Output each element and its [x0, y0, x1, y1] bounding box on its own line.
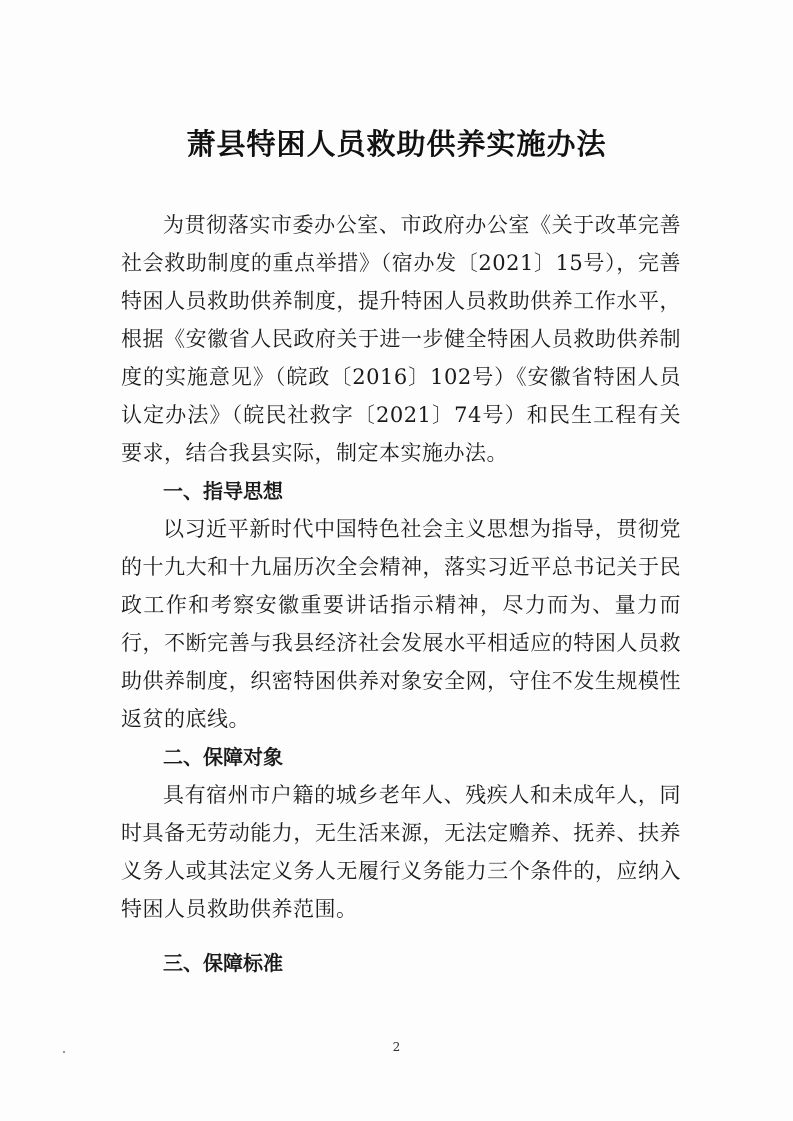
document-body: [121, 206, 681, 982]
scan-speck: [63, 1051, 65, 1053]
spacer: [121, 928, 681, 944]
section-heading-standards: 三、保障标准: [163, 951, 283, 975]
intro-paragraph: 为贯彻落实市委办公室、市政府办公室《关于改革完善社会救助制度的重点举措》（宿办发〔2021〕15号），完善特困人员救助供养制度，提升特困人员救助供养工作水平，根据《安徽省人民政府关于进一步健全特困人员救助供养制度的实施意见》（皖政〔2016〕102号）《安徽省特困人员认定办法》（皖民社救字〔2021〕74号）和民生工程有关要求，结合我县实际，制定本实施办法。: [121, 213, 681, 465]
guiding-ideology-paragraph: 以习近平新时代中国特色社会主义思想为指导，贯彻党的十九大和十九届历次全会精神，落实习近平总书记关于民政工作和考察安徽重要讲话指示精神，尽力而为、量力而行，不断完善与我县经济社会发展水平相适应的特困人员救助供养制度，织密特困供养对象安全网，守住不发生规模性返贫的底线。: [121, 517, 681, 731]
document-title: 萧县特困人员救助供养实施办法: [186, 127, 607, 161]
section-heading-guiding-ideology: 一、指导思想: [163, 479, 283, 503]
beneficiaries-paragraph: 具有宿州市户籍的城乡老年人、残疾人和未成年人，同时具备无劳动能力，无生活来源，无法定赡养、抚养、扶养义务人或其法定义务人无履行义务能力三个条件的，应纳入特困人员救助供养范围。: [121, 783, 681, 921]
section-heading-beneficiaries: 二、保障对象: [163, 745, 283, 769]
page-number: 2: [392, 1040, 401, 1054]
